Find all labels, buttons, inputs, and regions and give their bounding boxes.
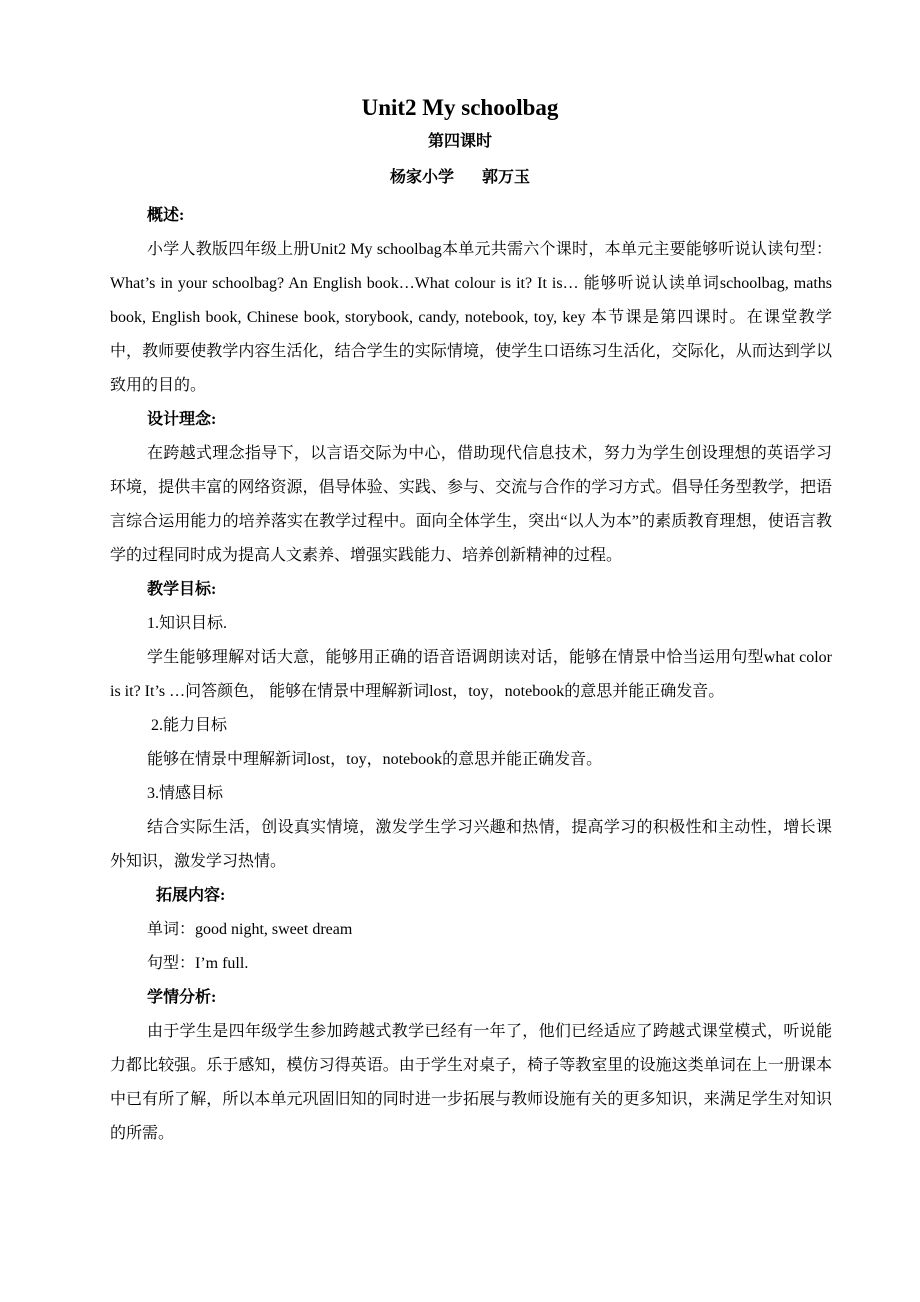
analysis-heading: 学情分析: [147,989,217,1006]
design-heading: 设计理念: [147,411,217,428]
lesson-subtitle: 第四课时 [427,133,492,150]
author-line [0,166,920,190]
overview-heading: 概述: [147,207,185,224]
overview-paragraph: 小学人教版四年级上册Unit2 My schoolbag本单元共需六个课时，本单元主要能够听说认读句型：What’s in your schoolbag? An English book…What colour is it? It is… 能够听说认读单词schoolbag, maths book, English book, Chinese book, storybook, candy, notebook, toy, key 本节课是第四课时。在课堂教学中，教师要使教学内容生活化，结合学生的实际情境，使学生口语练习生活化，交际化，从而达到学以致用的目的。 [110,241,832,394]
ability-goal-paragraph: 能够在情景中理解新词lost，toy，notebook的意思并能正确发音。 [147,751,603,768]
goals-heading: 教学目标: [147,581,217,598]
knowledge-goal-paragraph: 学生能够理解对话大意，能够用正确的语音语调朗读对话，能够在情景中恰当运用句型what color is it? It’s …问答颜色， 能够在情景中理解新词lost，toy，notebook的意思并能正确发音。 [110,649,832,700]
school-name: 杨家小学 [389,169,454,186]
design-paragraph: 在跨越式理念指导下，以言语交际为中心，借助现代信息技术，努力为学生创设理想的英语学习环境，提供丰富的网络资源，倡导体验、实践、参与、交流与合作的学习方式。倡导任务型教学，把语言综合运用能力的培养落实在教学过程中。面向全体学生，突出“以人为本”的素质教育理想，使语言教学的过程同时成为提高人文素养、增强实践能力、培养创新精神的过程。 [110,445,832,564]
teacher-name: 郭万玉 [482,169,531,186]
extension-sentence: 句型：I’m full. [147,955,249,972]
analysis-paragraph: 由于学生是四年级学生参加跨越式教学已经有一年了，他们已经适应了跨越式课堂模式，听说能力都比较强。乐于感知，模仿习得英语。由于学生对桌子，椅子等教室里的设施这类单词在上一册课本中已有所了解，所以本单元巩固旧知的同时进一步拓展与教师设施有关的更多知识，来满足学生对知识的所需。 [110,1023,832,1142]
emotion-goal-title: 3.情感目标 [147,785,224,802]
document-title: Unit2 My schoolbag [361,95,559,120]
document-body [110,199,832,1151]
extension-words: 单词：good night, sweet dream [147,921,353,938]
knowledge-goal-title: 1.知识目标. [147,615,228,632]
extension-heading: 拓展内容: [156,887,226,904]
emotion-goal-paragraph: 结合实际生活，创设真实情境，激发学生学习兴趣和热情，提高学习的积极性和主动性，增长课外知识，激发学习热情。 [110,819,832,870]
ability-goal-title: 2.能力目标 [151,717,228,734]
